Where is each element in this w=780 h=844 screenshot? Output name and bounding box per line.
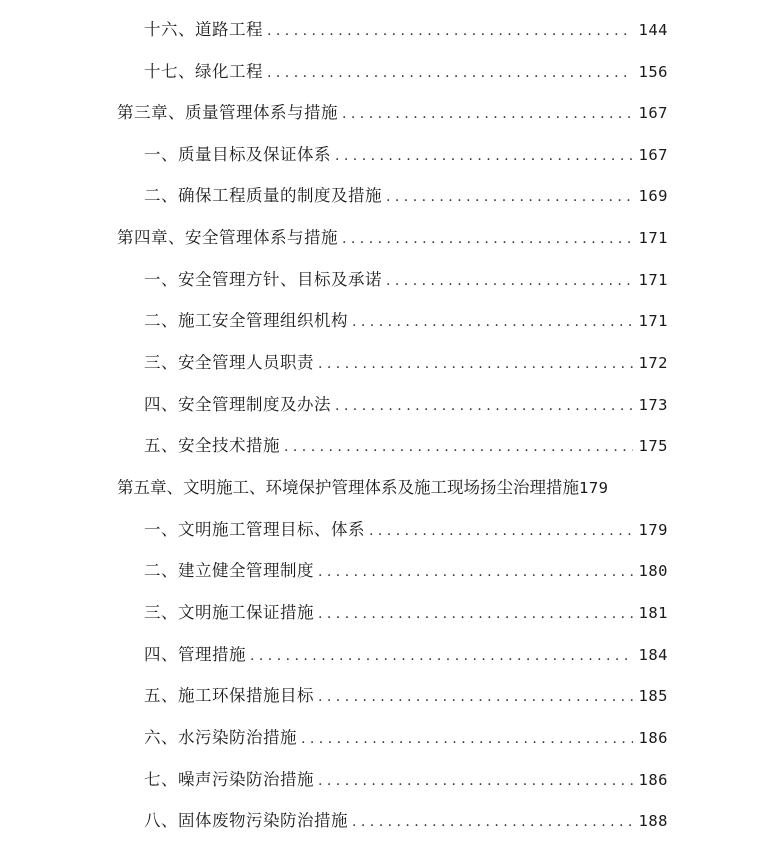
toc-page-number: 179 — [638, 521, 668, 539]
toc-entry-title: 第三章、质量管理体系与措施 — [117, 103, 338, 122]
toc-entry[interactable] — [144, 309, 668, 333]
toc-page-number: 179 — [579, 479, 609, 497]
toc-dot-leader — [250, 644, 633, 668]
toc-page-number: 180 — [638, 562, 668, 580]
toc-page-number: 167 — [638, 104, 668, 122]
toc-page-number: 173 — [638, 396, 668, 414]
toc-page-number: 171 — [638, 271, 668, 289]
toc-page-number: 172 — [638, 354, 668, 372]
toc-page-number: 188 — [638, 812, 668, 830]
toc-entry-title: 八、固体废物污染防治措施 — [144, 811, 348, 830]
toc-page-number: 171 — [638, 229, 668, 247]
toc-entry-title: 二、建立健全管理制度 — [144, 561, 314, 580]
toc-entry-title: 十七、绿化工程 — [144, 62, 263, 81]
toc-entry[interactable] — [144, 768, 668, 792]
toc-entry[interactable] — [144, 601, 668, 625]
toc-dot-leader — [342, 227, 633, 251]
toc-page-number: 167 — [638, 146, 668, 164]
toc-page-number: 175 — [638, 437, 668, 455]
toc-dot-leader — [352, 310, 633, 334]
toc-page-number: 171 — [638, 312, 668, 330]
toc-dot-leader — [342, 102, 633, 126]
toc-dot-leader — [267, 61, 633, 85]
toc-entry[interactable] — [144, 268, 668, 292]
toc-dot-leader — [318, 560, 633, 584]
toc-entry-title: 一、质量目标及保证体系 — [144, 145, 331, 164]
toc-entry[interactable] — [144, 684, 668, 708]
toc-entry-title: 五、施工环保措施目标 — [144, 686, 314, 705]
toc-page-number: 184 — [638, 646, 668, 664]
toc-entry[interactable] — [144, 60, 668, 84]
toc-entry-title: 十六、道路工程 — [144, 20, 263, 39]
toc-dot-leader — [318, 352, 633, 376]
toc-entry-title: 一、安全管理方针、目标及承诺 — [144, 270, 382, 289]
toc-dot-leader — [335, 144, 633, 168]
toc-entry[interactable] — [144, 726, 668, 750]
toc-page-number: 185 — [638, 687, 668, 705]
toc-dot-leader — [318, 769, 633, 793]
toc-entry-title: 三、文明施工保证措施 — [144, 603, 314, 622]
toc-chapter-entry[interactable] — [117, 226, 668, 250]
toc-chapter-entry[interactable] — [117, 476, 668, 500]
toc-entry[interactable] — [144, 434, 668, 458]
toc-entry[interactable] — [144, 184, 668, 208]
toc-entry-title: 六、水污染防治措施 — [144, 728, 297, 747]
toc-page-number: 186 — [638, 771, 668, 789]
toc-entry[interactable] — [144, 518, 668, 542]
toc-entry-title: 第五章、文明施工、环境保护管理体系及施工现场扬尘治理措施 — [117, 478, 579, 497]
toc-dot-leader — [335, 394, 633, 418]
toc-dot-leader — [386, 269, 633, 293]
toc-entry-title: 二、确保工程质量的制度及措施 — [144, 186, 382, 205]
toc-dot-leader — [386, 185, 633, 209]
toc-chapter-entry[interactable] — [117, 101, 668, 125]
toc-entry[interactable] — [144, 18, 668, 42]
toc-entry-title: 七、噪声污染防治措施 — [144, 770, 314, 789]
toc-entry[interactable] — [144, 143, 668, 167]
toc-entry[interactable] — [144, 809, 668, 833]
toc-page-number: 156 — [638, 63, 668, 81]
toc-entry[interactable] — [144, 351, 668, 375]
toc-dot-leader — [352, 810, 633, 834]
toc-entry-title: 第四章、安全管理体系与措施 — [117, 228, 338, 247]
toc-entry[interactable] — [144, 393, 668, 417]
toc-dot-leader — [301, 727, 633, 751]
toc-entry[interactable] — [144, 559, 668, 583]
toc-page-number: 186 — [638, 729, 668, 747]
toc-page-number: 169 — [638, 187, 668, 205]
toc-dot-leader — [284, 435, 633, 459]
toc-page-number: 144 — [638, 21, 668, 39]
toc-entry-title: 二、施工安全管理组织机构 — [144, 311, 348, 330]
toc-dot-leader — [267, 19, 633, 43]
toc-entry-title: 三、安全管理人员职责 — [144, 353, 314, 372]
toc-entry-title: 四、安全管理制度及办法 — [144, 395, 331, 414]
toc-dot-leader — [318, 602, 633, 626]
toc-dot-leader — [369, 519, 633, 543]
toc-page-number: 181 — [638, 604, 668, 622]
toc-entry-title: 一、文明施工管理目标、体系 — [144, 520, 365, 539]
toc-entry[interactable] — [144, 643, 668, 667]
toc-entry-title: 五、安全技术措施 — [144, 436, 280, 455]
toc-entry-title: 四、管理措施 — [144, 645, 246, 664]
toc-dot-leader — [318, 685, 633, 709]
